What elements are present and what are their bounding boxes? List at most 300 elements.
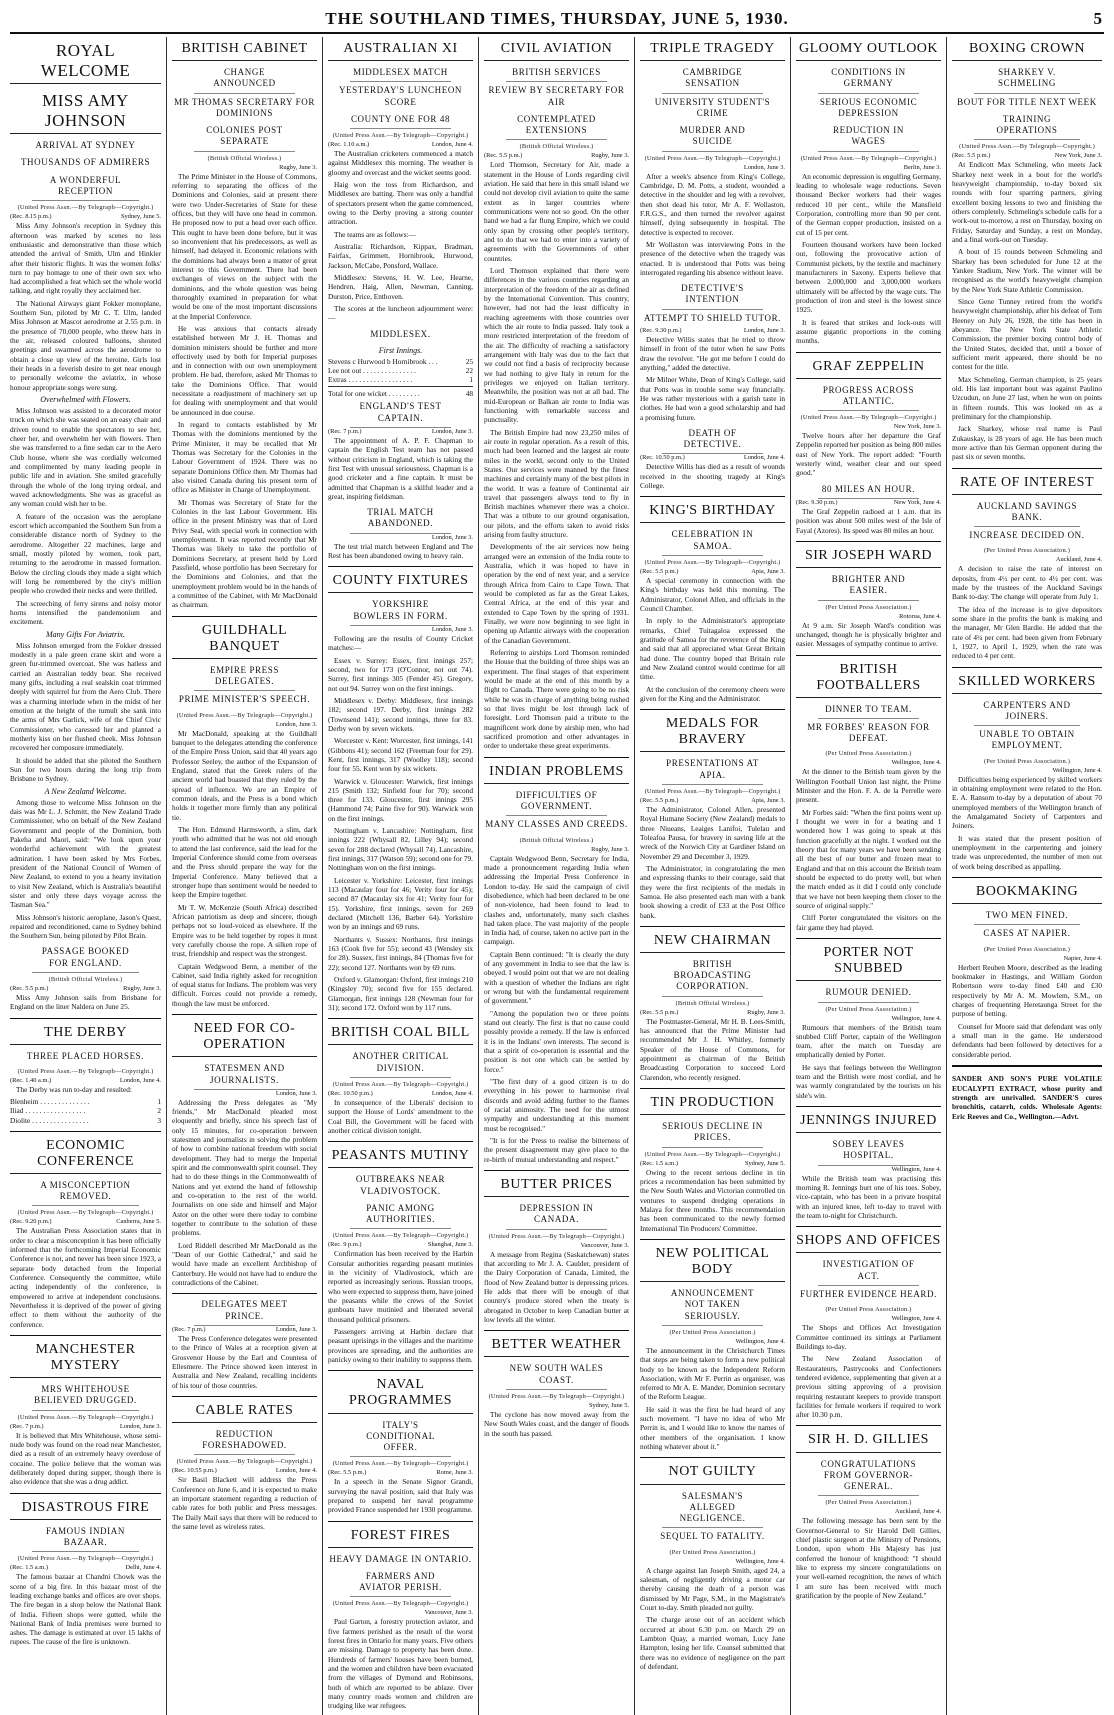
dateline-place: New York, June 3. [893, 423, 941, 431]
article-subheading: MR FORBES' REASON FOR DEFEAT. [807, 721, 930, 744]
article-subheading: INVESTIGATION OF ACT. [818, 1256, 919, 1286]
dateline-received: (Rec. 5.5 p.m.) [952, 152, 991, 160]
article-separator [10, 1335, 161, 1336]
article-separator [640, 1088, 785, 1089]
dateline-place: Wellington, June 4. [891, 1315, 941, 1323]
dateline-received: (Rec. 9.30 p.m.) [640, 326, 682, 334]
wire-credit: (United Press Assn.—By Telegraph—Copyright.) [17, 1209, 154, 1217]
article-separator [172, 616, 317, 617]
article-subheading: FURTHER EVIDENCE HEARD. [799, 1288, 937, 1299]
article-subheading: REVIEW BY SECRETARY FOR AIR [488, 85, 625, 107]
body-paragraph: Captain Benn continued: "It is clearly the duty of any government in India to see that the law is obeyed. I would point out that we are not dealing with a question of whether the Indians are right or wrong but with the fundamental requirement of government." [484, 949, 629, 1006]
dateline [484, 1402, 629, 1409]
article-subheading: NEW SOUTH WALES COAST. [506, 1360, 607, 1390]
article-headline: GUILDHALL BANQUET [172, 619, 317, 659]
article-separator [952, 1065, 1102, 1067]
body-paragraph: The Australian cricketers commenced a match against Middlesex this morning. The weather is gloomy and overcast and the wicket seems good. [328, 149, 473, 177]
body-paragraph: Rumours that members of the British team snubbed Cliff Porter, captain of the Wellington team, after the match on Tuesday are emphatically denied by Porter. [796, 1022, 941, 1060]
dateline [172, 164, 317, 171]
wire-credit: (United Press Assn.—By Telegraph—Copyright.) [644, 1150, 781, 1158]
wire-credit: (Per United Press Association.) [825, 1499, 912, 1507]
body-paragraph: The Administrator, Colonel Allen, presented Royal Humane Society (New Zealand) medals to three Niueans, Leaiges Lanifoi, Tulelau and Toleafoa Pausa, for bravery in saving life at the wreck of the Norwich City at Gardiner Island on November 29 and December 3, 1929. [640, 804, 785, 861]
article-subheading: REDUCTION IN WAGES [818, 122, 919, 152]
article-subheading: CAMBRIDGE SENSATION [662, 64, 763, 94]
article-subheading: OUTBREAKS NEAR VLADIVOSTOCK. [355, 1174, 446, 1196]
article-subheading: UNIVERSITY STUDENT'S CRIME [654, 96, 771, 118]
page-number: 5 [1093, 9, 1102, 28]
dateline-received: (Rec. 10.55 p.m.) [172, 1467, 217, 1475]
article-subheading: SERIOUS DECLINE IN PRICES. [662, 1118, 763, 1148]
dateline-place: Shanghai, June 3. [427, 1241, 473, 1249]
body-paragraph: The Derby was run to-day and resulted: [16, 1084, 132, 1094]
section-subhead: Overwhelmed with Flowers. [40, 395, 131, 405]
article-subheading: MR THOMAS SECRETARY FOR DOMINIONS [174, 96, 315, 118]
article-headline: JENNINGS INJURED [796, 1109, 941, 1133]
body-paragraph: The Prime Minister in the House of Commons, referring to separating the offices of the Dominions and Colonies, said at present there were two Under-Secretaries of State for these offices, but they will have one head in common. He proposed now to put a head over each office. This ought to have been done before, but it was so inconvenient that his predecessors, as well as himself, had delayed it. Economic relations with the dominions had always been a matter of great interest to this Government. There had been exchanges of views on the subject with the dominions, and the whole question was being thoroughly examined in preparation for what would be one of the most important discussions at the Imperial Conference. [172, 171, 317, 321]
dateline-received: (Rec. 7 p.m.) [172, 1325, 206, 1333]
dateline [640, 1558, 785, 1565]
article-separator [640, 926, 785, 927]
article-subheading: CONGRATULATIONS FROM GOVERNOR-GENERAL. [818, 1456, 919, 1497]
dateline [328, 1609, 473, 1616]
body-paragraph: The Administrator, in congratulating the men and expressing thanks to their courage, said that they were the first recipients of the medals in Samoa. He also presented each man with a bank book showing a credit of £33 at the Post Office bank. [640, 863, 785, 920]
article-subheading: BOUT FOR TITLE NEXT WEEK [957, 96, 1097, 107]
dateline-place: Apia, June 3. [751, 796, 785, 804]
dateline [640, 164, 785, 171]
article-headline: COUNTY FIXTURES [328, 569, 473, 593]
article-subheading: CASES AT NAPIER. [983, 928, 1071, 939]
body-paragraph: Miss Johnson emerged from the Fokker dressed modestly in a pale green crane skirt and wore a green fur-trimmed overcoat. She was hatless and carried an Australian teddy bear. She received many gifts, including a real sealskin coat trimmed deeply with squirrel fur from the Aero Club. There was a charming interlude when in the midst of her emotion at the height of the tumult she sank into the arms of Mrs Garlick, wife of the Chief Civic Commissioner, who caressed her and planted a motherly kiss on her flushed cheek. Miss Johnson recovered her composure immediately. [10, 640, 161, 753]
dateline-received: (Rec. 5.5 p.m.) [640, 567, 679, 575]
masthead-title: THE SOUTHLAND TIMES, THURSDAY, JUNE 5, 1930. [325, 9, 789, 28]
body-paragraph: Nottingham v. Lancashire: Nottingham, first innings 222 (Whysall 82, Lilley 94); second seven for 288 declared (Whysall 74). Lancashire, first innings, 317 (Watson 59); second one for 79. Nottingham won on the first innings. [328, 826, 473, 873]
dateline [796, 613, 941, 620]
article-subheading: BRITISH BROADCASTING CORPORATION. [662, 956, 763, 997]
article-subheading: DELEGATES MEET PRINCE. [194, 1296, 295, 1326]
article-separator [640, 496, 785, 497]
dateline [10, 1564, 161, 1571]
body-paragraph: Jack Sharkey, whose real name is Paul Zukauskay, is 28 years of age. He has been much more active than his German opponent during the past six or seven months. [952, 424, 1102, 462]
article-subheading: A MISCONCEPTION REMOVED. [32, 1177, 139, 1207]
dateline [328, 141, 473, 148]
body-paragraph: At Endicott Max Schmeling, who meets Jack Sharkey next week in a bout for the world's heavyweight championship, to-day boxed six rounds with four sparring partners, giving excellent boxing lessons to two and finishing the others completely. Schmeling's schedule calls for a work-out to-morrow, a rest on Thursday, boxing on Friday, Saturday and Sunday, a rest on Monday, and a final work-out on Tuesday. [952, 160, 1102, 244]
body-paragraph: "The first duty of a good citizen is to do everything in his power to harmonise rival discords and avoid adding further to the flames of racial animosity. The need for the utmost sympathy and understanding at this moment must be recognised." [484, 1077, 629, 1133]
body-paragraph: "It is for the Press to realise the bitterness of the present disagreement may give place to the re-birth of mutual understanding and respect." [484, 1136, 629, 1164]
article-headline: BRITISH COAL BILL [328, 1021, 473, 1045]
article-subheading: DEPRESSION IN CANADA. [506, 1200, 607, 1230]
article-headline: PORTER NOT SNUBBED [796, 941, 941, 981]
article-subheading: REDUCTION FORESHADOWED. [194, 1426, 295, 1456]
article-headline: DISASTROUS FIRE [10, 1496, 161, 1520]
body-paragraph: In a speech in the Senate Signor Grandi, surveying the naval position, said that Italy was prepared to suspend her naval programme provided France suspended her 1930 programme. [328, 1477, 473, 1515]
article-subheading: RUMOUR DENIED. [818, 984, 919, 1002]
dateline-place: New York, June 3. [1054, 152, 1102, 160]
score-label: Blenheim . . . . . . . . . . . . . . [10, 1097, 90, 1107]
body-paragraph: The scores at the luncheon adjournment were:— [328, 304, 473, 323]
body-paragraph: Middlesex v. Derby: Middlesex, first innings 182; second 197. Derby, first innings 282 (Townsend 141); second innings, three for 83. Derby won by seven wickets. [328, 695, 473, 733]
wire-credit: (Per United Press Association.) [983, 547, 1071, 555]
body-paragraph: Herbert Reuben Moore, described as the leading bookmaker in Hastings, and William Gordon Robertson were to-day fined £40 and £30 respectively by Mr A. M. Mowlem, S.M., on charges of frequenting Heretaunga Street for the purpose of betting. [952, 962, 1102, 1019]
wire-credit: (United Press Assn.—By Telegraph—Copyright.) [17, 1067, 154, 1075]
body-paragraph: Among those to welcome Miss Johnson on the dais was Mr L. J. Schmitt, the New Zealand Trade Commissioner, who on behalf of the New Zealand Government and people of the Dominion, both Pakeha and Maori, said: "We look upon your wonderful achievement with the greatest admiration. I have been asked by Mrs Forbes, president of the National Council of Women of New Zealand, to extend to you a hearty invitation to visit New Zealand, which is Australia's beautiful sister and only three days voyage across the Tasman Sea." [10, 797, 161, 910]
score-line [10, 1106, 161, 1115]
dateline [952, 152, 1102, 159]
body-paragraph: Leicester v. Yorkshire: Leicester, first innings 113 (Macaulay four for 46; Verity four for 45); second 87 (Macaulay six for 41; Verity four for 15). Yorkshire, first innings, seven for 269 declared (Mitchell 136, Barber 64). Yorkshire won by an innings and 69 runs. [328, 875, 473, 932]
article-subheading: FAMOUS INDIAN BAZAAR. [32, 1523, 139, 1553]
dateline [952, 767, 1102, 774]
masthead [10, 6, 1104, 34]
article-headline: TRIPLE TRAGEDY [640, 37, 785, 61]
dateline [640, 797, 785, 804]
body-paragraph: The Press Conference delegates were presented to the Prince of Wales at a reception given at Grosvenor House by the Earl and Countess of Ellesmere. The Prince showed keen interest in Australia and New Zealand, recalling incidents of his tour of those countries. [172, 1333, 317, 1390]
article-headline: INDIAN PROBLEMS [484, 760, 629, 784]
body-paragraph: Miss Amy Johnson sails from Brisbane for England on the liner Naldera on June 25. [10, 992, 161, 1012]
article-subheading: BRIGHTER AND EASIER. [818, 571, 919, 601]
body-paragraph: The Shops and Offices Act Investigation Committee continued its sittings at Parliament Buildings to-day. [796, 1323, 941, 1351]
body-paragraph: Since Gene Tunney retired from the world's heavyweight championship, after his defeat of Tom Heeney on July 26, 1928, the title has been in abeyance. The New York State Athletic Commission, the premier boxing control body of the United States, decided that, until a boxer of sufficient merit appeared, there should be no contest for the title. [952, 296, 1102, 372]
article-subheading: EMPIRE PRESS DELEGATES. [194, 662, 295, 692]
article-separator [484, 1330, 629, 1331]
article-separator [10, 1131, 161, 1132]
body-paragraph: Referring to airships Lord Thomson reminded the House that the building of three ships was an experiment. The final stages of that experiment would be made at the end of this month by a flight to Canada. There were going to be no risk while he was in charge of anything being rushed so that lives might be lost through lack of foresight. Lord Thomson paid a tribute to the magnificent work done by airship men, who had sacrificed promotion and other advantages in order to undertake these great experiments. [484, 648, 629, 751]
article-separator [328, 566, 473, 567]
score-label: Lee not out . . . . . . . . . . . . . . . [328, 366, 416, 376]
dateline-place: London, June 3. [431, 533, 473, 541]
score-line [10, 1097, 161, 1106]
body-paragraph: At the dinner to the British team given by the Wellington Football Union last night, the Prime Minister and the Hon. F. A. de la Perrelle were present. [796, 767, 941, 805]
article-headline: PEASANTS MUTINY [328, 1144, 473, 1168]
body-paragraph: The British Empire had now 23,250 miles of air route in regular operation. As a result of this, much had been learned and the largest air route miles in the world, second only to the United States. Our services were manned by the finest machines and certainly many of the best pilots in the world. It was a feature of Continental air travel that passengers always tend to fly in British machines whenever there was a choice. That was a tribute to our ground organisation, our pilots, and the efforts taken to avoid risks arising from faulty structure. [484, 427, 629, 540]
body-paragraph: The famous bazaar at Chandni Chowk was the scene of a big fire. In this bazaar most of the leading exchange banks and offices are over shops. The fire began in a shop below the National Bank of India. Fifteen shops were gutted, while the National Bank of India premises were burned to ashes. The damage is estimated at over 15 lakhs of rupees. The cause of the fire is unknown. [10, 1572, 161, 1647]
body-paragraph: Max Schmeling, German champion, is 25 years old. His last important bout was against Paulino Uzcudun, on June 27 last, when he won on points in fifteen rounds. This was looked on as a preliminary for the championship. [952, 374, 1102, 421]
dateline [796, 164, 941, 171]
body-paragraph: He was anxious that contacts already established between Mr J. H. Thomas and dominion ministers should be further and more effectively used by both for Imperial purposes and in connection with our own unemployment problem. He had, therefore, asked Mr Thomas to take the Dominions Office. That would necessitate a readjustment of machinery set up for dealing with unemployment and that would be announced in due course. [172, 323, 317, 417]
dateline-place: Rugby, June 3. [747, 1008, 785, 1016]
dateline-received: (Rec. 1.40 a.m.) [10, 1076, 52, 1084]
article-subheading: TWO MEN FINED. [974, 907, 1080, 925]
score-label: Total for one wicket . . . . . . . . . [328, 389, 420, 399]
dateline-place: Vancouver, June 3. [424, 1609, 473, 1617]
score-label: Iliad . . . . . . . . . . . . . . . . . [10, 1106, 86, 1116]
score-value: 22 [465, 366, 473, 376]
dateline-place: Wellington, June 4. [891, 759, 941, 767]
dateline-place: London, June 4. [431, 1089, 473, 1097]
dateline [10, 213, 161, 220]
article-subheading: ANNOUNCEMENT NOT TAKEN SERIOUSLY. [662, 1285, 763, 1326]
dateline [796, 1015, 941, 1022]
article-separator [328, 1141, 473, 1142]
article-subheading: SALESMAN'S ALLEGED NEGLIGENCE. [662, 1488, 763, 1529]
article-headline: RATE OF INTEREST [952, 471, 1102, 495]
article-subheading: PROGRESS ACROSS ATLANTIC. [818, 382, 919, 412]
column [790, 37, 946, 1715]
article-subheading: SEQUEL TO FATALITY. [660, 1531, 765, 1542]
score-value: 2 [157, 1106, 161, 1116]
dateline-received: (Rec. 5.5 p.m.) [484, 152, 523, 160]
body-paragraph: A decision to raise the rate of interest on deposits, from 4½ per cent. to 4½ per cent. was made by the trustees of the Auckland Savings Bank to-day. The change will operate from July 1. [952, 564, 1102, 602]
dateline-place: Wellington, June 4. [891, 1014, 941, 1022]
article-subheading: MRS WHITEHOUSE BELIEVED DRUGGED. [32, 1381, 139, 1411]
article-separator [796, 1106, 941, 1107]
body-paragraph: The New Zealand Association of Restaurateurs, Pastrycooks and Confectioners tendered evidence, supplementing that given at a previous sitting approving of a provision requiring restaurant keepers to provide transport facilities for female workers if required to work after 10.30 p.m. [796, 1354, 941, 1420]
body-paragraph: It is believed that Mrs Whitehouse, whose semi-nude body was found on the road near Manchester, died as a result of an extremely heavy overdose of cocaine. The police believe that the woman was deliberately doped during supper, though there is also evidence that she was a drug addict. [10, 1430, 161, 1487]
column [634, 37, 790, 1715]
body-paragraph: The cyclone has now moved away from the New South Wales coast, and the danger of floods in the south has passed. [484, 1409, 629, 1438]
wire-credit: (United Press Assn.—By Telegraph—Copyright.) [800, 154, 937, 162]
wire-credit: (British Official Wireless.) [519, 143, 594, 151]
dateline-received: (Rec. 5.5 p.m.) [640, 1008, 679, 1016]
article-headline: NOT GUILTY [640, 1460, 785, 1484]
article-separator [952, 667, 1102, 668]
article-headline: SKILLED WORKERS [952, 670, 1102, 694]
article-subheading: PANIC AMONG AUTHORITIES. [350, 1200, 451, 1230]
article-headline: MANCHESTER MYSTERY [10, 1338, 161, 1378]
body-paragraph: The Hon. Edmund Harmsworth, a slim, dark youth who admitted that he was not old enough to attend the last conference, said the lead for the Imperial Conference should come from overseas and the Press should prepare the way for the Imperial Conference. Many believed that a stronger hope than sentiment would be needed to keep the Empire together. [172, 824, 317, 900]
dateline-place: Apia, June 3. [751, 567, 785, 575]
body-paragraph: The teams are as follows:— [334, 229, 416, 239]
dateline [10, 985, 161, 992]
dateline [172, 1467, 317, 1474]
body-paragraph: The Graf Zeppelin radioed at 1 a.m. that its position was about 500 miles west of the Isle of Fayal (Azores). Its speed was 80 miles an hour. [796, 506, 941, 535]
dateline-place: Rugby, June 3. [591, 845, 629, 853]
score-value: 1 [157, 1097, 161, 1107]
article-separator [484, 757, 629, 758]
dateline-received: (Rec. 10.50 p.m.) [640, 454, 685, 462]
dateline [640, 454, 785, 461]
dateline-place: Rugby, June 3. [591, 152, 629, 160]
article-headline: SIR JOSEPH WARD [796, 544, 941, 568]
article-subheading: ITALY'S CONDITIONAL OFFER. [350, 1417, 451, 1458]
body-paragraph: The appointment of A. P. F. Chapman to captain the English Test team has not passed without criticism in England, which is taking the first Test with unusual seriousness. Chapman is a good cricketer and a fine captain. It must be admitted that Chapman is a skilful leader and a great, inspiring fieldsman. [328, 435, 473, 501]
body-paragraph: Middlesex: Stevens, H. W. Lee, Hearne, Hendren, Haig, Allen, Newman, Canning, Durston, Price, Enthoven. [328, 273, 473, 301]
wire-credit: (United Press Assn.—By Telegraph—Copyright.) [176, 1458, 313, 1466]
wire-credit: (United Press Assn.—By Telegraph—Copyright.) [800, 414, 937, 422]
body-paragraph: A feature of the occasion was the aeroplane escort which accompanied the Southern Sun from a considerable distance north of Sydney to the aerodrome. Altogether 22 machines, large and small, mostly piloted by women, took part, returning to the aerodrome in massed formation. Below the circling clouds they made a sight which will long be remembered by the city's million people who crowded their necks and were thrilled. [10, 511, 161, 596]
wire-credit: (United Press Assn.—By Telegraph—Copyright.) [332, 1460, 469, 1468]
article-subheading: AUCKLAND SAVINGS BANK. [974, 498, 1080, 528]
wire-credit: (Per United Press Association.) [983, 757, 1071, 765]
body-paragraph: The National Airways giant Fokker monoplane, Southern Sun, piloted by Mr C. T. Ulm, landed Miss Johnson at Mascot aerodrome at 2.55 p.m. in the presence of 70,000 people, who threw hats in the air, released coloured balloons, shouted greetings and swarmed across the aerodrome to obtain a close up view of the heroine. Girls lost their heads in a feverish desire to get near enough to personally welcome the aviatrix, in whose honour appropriate songs were sung. [10, 298, 161, 392]
article-separator [952, 877, 1102, 878]
wire-credit: (Per United Press Association.) [825, 603, 912, 611]
article-subheading: MIDDLESEX. [370, 328, 431, 339]
body-paragraph: Australia: Richardson, Kippax, Bradman, Fairfax, Grimmett, Hornibrook, Hurwood, Jackson, McCabe, Ponsford, Wallace. [328, 242, 473, 270]
body-paragraph: Worcester v. Kent: Worcester, first innings, 141 (Gibbons 41); second 162 (Freeman four for 29). Kent, first innings, 317 (Woolley 118); second four for 55. Kent won by six wickets. [328, 736, 473, 774]
article-headline: TIN PRODUCTION [640, 1091, 785, 1115]
dateline-place: Vancouver, June 3. [580, 1241, 629, 1249]
article-headline: MEDALS FOR BRAVERY [640, 712, 785, 752]
column [322, 37, 478, 1715]
dateline [328, 428, 473, 435]
body-paragraph: In reply to the Administrator's appropriate remarks, Chief Tuitagaloa expressed the gratitude of Samoa for the reverence of the King and said that all appreciated what Great Britain had done. The country hoped that Britain rule and New Zealand control would continue for all time. [640, 616, 785, 682]
wire-credit: (United Press Assn.—By Telegraph—Copyright.) [644, 154, 781, 162]
body-paragraph: Lord Riddell described Mr MacDonald as the "Dean of our Gothic Cathedral," and said he would have made an excellent Archbishop of Canterbury. He would not have had to endure the contradictions of the Cabinet. [172, 1240, 317, 1288]
article-subheading: ENGLAND'S TEST CAPTAIN. [350, 398, 451, 428]
wire-credit: (United Press Assn.—By Telegraph—Copyright.) [176, 711, 313, 719]
article-separator [640, 1239, 785, 1240]
dateline-place: London, June 3. [743, 326, 785, 334]
article-subheading: TRIAL MATCH ABANDONED. [350, 504, 451, 534]
score-label: Stevens c Hurwood b Hornibrook . . . [328, 356, 438, 366]
body-paragraph: "Among the population two or three points stand out clearly. The first is that no cause could possibly provide a remedy. If the law is enforced it is in the Indians' own interests. The second is that a spirit of co-operation is essential and the position is not one which can be settled by force." [484, 1008, 629, 1074]
article-subheading: HEAVY DAMAGE IN ONTARIO. [329, 1553, 472, 1564]
section-subhead: First Innings. [378, 345, 423, 355]
body-paragraph: Lord Thomson, Secretary for Air, made a statement in the House of Lords regarding civil aviation. He said that here in this small island we could not develop civil aviation to quite the same extent as in larger countries where communications were not so good. On the other hand we had a far flung Empire, which we could only span by crossing other people's territory, and to do that we had to enter into a variety of agreements with the Governments of other countries. [484, 160, 629, 263]
article-headline: ECONOMIC CONFERENCE [10, 1134, 161, 1174]
wire-credit: (United Press Assn.—By Telegraph—Copyright.) [488, 1232, 625, 1240]
score-line [10, 1116, 161, 1125]
article-subheading: MURDER AND SUICIDE [662, 122, 763, 152]
dateline-received: (Rec. 8.15 p.m.) [10, 213, 52, 221]
wire-credit: (United Press Assn.—By Telegraph—Copyright.) [488, 1392, 625, 1400]
dateline-place: London, June 4. [743, 454, 785, 462]
article-separator [952, 468, 1102, 469]
article-headline: KING'S BIRTHDAY [640, 499, 785, 523]
dateline-place: Rugby, June 3. [279, 163, 317, 171]
dateline-received: (Rec. 5.5 p.m.) [640, 796, 679, 804]
article-separator [328, 1018, 473, 1019]
article-subheading: BRITISH SERVICES [506, 64, 607, 82]
body-paragraph: At the conclusion of the ceremony cheers were given for the King and the Administrator. [640, 684, 785, 703]
body-paragraph: The idea of the increase is to give depositors some share in the profits the bank is making and the manager, Mr Glen Bardie. He added that the rate of 4¼ per cent. had been given from February 1, 1927, to April 1, 1929, when the rate was reduced to 4 per cent. [952, 604, 1102, 661]
article-separator [796, 1425, 941, 1426]
body-paragraph: In regard to contacts established by Mr Thomas with the dominions mentioned by the Prime Minister, it may be recalled that Mr Thomas was Secretary for the Colonies in the Labour Government of 1924. There was no separate Dominions Office then. Mr Thomas had also visited Canada during his present term of office as Minister in Charge of Unemployment. [172, 420, 317, 495]
wire-credit: (United Press Assn.—By Telegraph—Copyright.) [332, 1600, 469, 1608]
article-subheading: SHARKEY V. SCHMELING [974, 64, 1080, 94]
article-headline: CABLE RATES [172, 1399, 317, 1423]
article-headline: NEW CHAIRMAN [640, 929, 785, 953]
article-subheading: SOBEY LEAVES HOSPITAL. [818, 1136, 919, 1166]
body-paragraph: The screeching of ferry sirens and noisy motor horns intensified the pandemonium and excitement. [10, 598, 161, 627]
article-separator [172, 1293, 317, 1294]
body-paragraph: The Australian Press Association states that in order to clear a misconception it has been officially informed that the forthcoming Imperial Economic Conference is not, and never has been since 1923, a separate body detached from the Imperial Conference. Consequently the committee, while acting independently of the conference, is empowered to arrive at independent conclusions. Nevertheless it is deprived of the power of giving effect to them without the authority of the conference. [10, 1226, 161, 1329]
article-subheading: DETECTIVE'S INTENTION [662, 280, 763, 310]
article-subheading: PASSAGE BOOKED FOR ENGLAND. [32, 943, 139, 973]
body-paragraph: Warwick v. Gloucester: Warwick, first innings 215 (Smith 132; Sinfield four for 70); second three for 133. Gloucester, first innings 295 (Hammond 74; Paine five for 90). Warwick won on the first innings. [328, 776, 473, 823]
article-subheading: PRIME MINISTER'S SPEECH. [178, 694, 311, 705]
article-subheading: TRAINING OPERATIONS [974, 111, 1080, 141]
article-subheading: SERIOUS ECONOMIC DEPRESSION [819, 96, 918, 118]
dateline-place: Napier, June 4. [1063, 954, 1102, 962]
wire-credit: (British Official Wireless.) [48, 975, 123, 983]
article-separator [796, 655, 941, 656]
body-paragraph: In consequence of the Liberals' decision to support the House of Lords' amendment to the Coal Bill, the Government will be faced with another critical division tonight. [328, 1097, 473, 1135]
article-subheading: THREE PLACED HORSES. [26, 1050, 145, 1061]
body-paragraph: After a week's absence from King's College, Cambridge, D. M. Potts, a student, wounded a detective in the shoulder and leg with a revolver, then shot dead his tutor, Mr A. F. Wollaston, F.R.G.S., and then turned the revolver against himself, dying subsequently in hospital. The detective is expected to recover. [640, 171, 785, 237]
dateline-received: (Rec. 5.5 p.m.) [328, 1469, 367, 1477]
article-separator [172, 1396, 317, 1397]
body-paragraph: Northants v. Sussex: Northants, first innings 163 (Cook five for 55); second 43 (Wensley six for 28). Sussex, first innings, 84 (Thomas five for 22); second 127. Northants won by 69 runs. [328, 934, 473, 972]
article-subheading: ATTEMPT TO SHIELD TUTOR. [643, 312, 782, 323]
dateline-place: Auckland, June 4. [894, 1508, 941, 1516]
article-subheading: INCREASE DECIDED ON. [969, 530, 1085, 541]
score-label: Diolite . . . . . . . . . . . . . . . . [10, 1115, 89, 1125]
body-paragraph: Addressing the Press delegates as "My friends," Mr MacDonald pleaded most eloquently and briefly, since his speech fast of only 15 minutes, for co-operation between statesmen and journalists in solving the problem of how to combine national freedom with social development. They had to merge the Imperial spirit and the commonwealth spirit counsel. They had to do these things in the Commonwealth of Nations and yet extend the hand of fellowship and co-operation to the rest of the world. Journalists on one side and himself and Major Astor on the other were there today to combine together to contribute to the solution of these problems. [172, 1097, 317, 1238]
dateline-place: London, June 3. [275, 1325, 317, 1333]
body-paragraph: He says that feelings between the Wellington team and the British were most cordial, and he was warmly congratulated by the tourists on his side's win. [796, 1062, 941, 1100]
wire-credit: (British Official Wireless.) [207, 154, 282, 162]
article-subheading: CONDITIONS IN GERMANY [818, 64, 919, 94]
article-headline: NEED FOR CO-OPERATION [172, 1017, 317, 1057]
score-line [328, 389, 473, 398]
dateline [172, 1326, 317, 1333]
dateline [640, 1160, 785, 1167]
dateline-received: (Rec. 5.5 p.m.) [10, 984, 49, 992]
body-paragraph: It should be added that she piloted the Southern Sun for two hours during the long trip from Brisbane to Sydney. [10, 755, 161, 784]
article-separator [796, 938, 941, 939]
dateline [172, 1090, 317, 1097]
body-paragraph: Fourteen thousand workers have been locked out, following the provocative action of Communist pickets, by the textile and machinery manufacturers in Saxony. Experts believe that between 2,000,000 and 3,000,000 workers ultimately will be affected by the wage cuts. The production of iron and steel is the lowest since 1925. [796, 239, 941, 315]
body-paragraph: A charge against Ian Joseph Smith, aged 24, a salesman, of negligently driving a motor car thereby causing the death of a person was dismissed by Mr Page, S.M., in the Magistrate's Court to-day. Smith pleaded not guilty. [640, 1565, 785, 1612]
score-line [328, 375, 473, 384]
body-paragraph: Miss Johnson was assisted to a decorated motor truck on which she was seated on an easy chair and driven round to enable the spectators to see her, cheer her, and overwhelm her with flowers. Then she was transferred to a fine sedan car to the Aero Club house, where she was cordially welcomed and complimented by many leading people in public life and in aviation. She smiled gracefully through the whole of the long trying ordeal, and waved acknowledgments. She was as graceful as any woman could wish her to be. [10, 406, 161, 509]
dateline [640, 1338, 785, 1345]
dateline [796, 759, 941, 766]
dateline-place: London, June 4. [431, 141, 473, 149]
dateline [952, 955, 1102, 962]
body-paragraph: At 9 a.m. Sir Joseph Ward's condition was unchanged, though he is physically brighter and easier. Messages of sympathy continue to arrive. [796, 620, 941, 649]
wire-credit: (United Press Assn.—By Telegraph—Copyright.) [332, 1232, 469, 1240]
score-line [328, 366, 473, 375]
body-paragraph: Captain Wedgwood Benn, Secretary for India, made a pronouncement regarding India when addressing the Imperial Press Conference in London to-day. He said the campaign of civil disobedience, which had been declared to be one of non-violence, had been found to lead to clashes and, unfortunately, many such clashes had taken place. The vast majority of the people in India had, of course, taken no active part in the campaign. [484, 853, 629, 947]
body-paragraph: Difficulties being experienced by skilled workers in obtaining employment were related to the Hon. E. A. Ransom to-day by a deputation of about 70 unemployed members of the Wellington branch of the Amalgamated Society of Carpenters and Joiners. [952, 774, 1102, 831]
dateline-place: New York, June 4. [893, 498, 941, 506]
wire-credit: (Per United Press Association.) [825, 1306, 912, 1314]
article-subheading: MANY CLASSES AND CREEDS. [485, 819, 628, 830]
dateline [952, 556, 1102, 563]
article-separator [484, 1170, 629, 1171]
dateline-place: Rotorua, June 4. [899, 612, 941, 620]
body-paragraph: Mr Wollaston was interviewing Potts in the presence of the detective when the tragedy was enacted. It is understood that Potts was being interrogated regarding his absence without leave. [640, 239, 785, 277]
body-paragraph: The Postmaster-General, Mr H. B. Lees-Smith, has announced that the Prime Minister had recommended Mr J. H. Whitley, formerly Speaker of the House of Commons, for appointment as chairman of the British Broadcasting Corporation to succeed Lord Clarendon, who recently resigned. [640, 1016, 785, 1082]
wire-credit: (United Press Assn.—By Telegraph—Copyright.) [17, 1413, 154, 1421]
article-headline: CIVIL AVIATION [484, 37, 629, 61]
column [946, 37, 1102, 1715]
body-paragraph: A bout of 15 rounds between Schmeling and Sharkey has been scheduled for June 12 at the Yankee Stadium, New York. The winner will be recognised as the world's heavyweight champion by the New York State Athletic Commission. [952, 247, 1102, 294]
dateline [328, 1241, 473, 1248]
wire-credit: (Per United Press Association.) [669, 1548, 756, 1556]
dateline-received: (Rec. 1.10 a.m.) [328, 141, 370, 149]
body-paragraph: Mr Milner White, Dean of King's College, said that Potts was in trouble some way financially. He was rather mysterious with a garish taste in clothes. He had won a good scholarship and had a promising future. [640, 375, 785, 422]
dateline-place: Wellington, June 4. [735, 1557, 785, 1565]
article-separator [640, 709, 785, 710]
dateline [10, 1077, 161, 1084]
body-paragraph: Mr MacDonald, speaking at the Guildhall banquet to the delegates attending the conference of the Empire Press Union, said that 40 years ago Professor Seeley, the author of the Expansion of England, stated that the Greek rulers of the ancient world had boasted that they ruled by the spread of influence. We are an Empire of common ideals, and the Press is a bond which holds it together more firmly than any political tie. [172, 728, 317, 822]
score-value: 1 [469, 375, 473, 385]
dateline [484, 152, 629, 159]
dateline [640, 327, 785, 334]
article-subheading: DINNER TO TEAM. [818, 701, 919, 719]
article-separator [796, 352, 941, 353]
wire-credit: (British Official Wireless.) [519, 836, 594, 844]
wire-credit: (United Press Assn.—By Telegraph—Copyright.) [332, 132, 469, 140]
body-paragraph: Cliff Porter congratulated the visitors on the fair game they had played. [796, 913, 941, 932]
dateline [328, 1469, 473, 1476]
body-paragraph: The test trial match between England and The Rest has been abandoned owing to heavy rain. [328, 541, 473, 560]
body-paragraph: Detective Willis states that he tried to throw himself in front of the tutor when he saw Potts draw the revolver. "He got me before I could do anything," added the detective. [640, 334, 785, 372]
dateline-place: Delhi, June 4. [125, 1564, 161, 1572]
article-subheading: YESTERDAY'S LUNCHEON SCORE [338, 85, 463, 107]
dateline-place: Rugby, June 3. [123, 984, 161, 992]
body-paragraph: While the British team was practising this morning R. Jennings hurt one of his toes. Sobey, vice-captain, who has been in a private hospital with an injured knee, left to-day to travel with the team to-night for Christchurch. [796, 1173, 941, 1221]
dateline [484, 1242, 629, 1249]
article-headline: MISS AMY JOHNSON [10, 87, 161, 134]
article-headline: BRITISH FOOTBALLERS [796, 658, 941, 698]
score-value: 48 [465, 389, 473, 399]
dateline-place: London, June 3. [275, 720, 317, 728]
dateline-received: (Rec. 7 p.m.) [10, 1422, 44, 1430]
body-paragraph: He said it was the first he had heard of any such movement. "I have no idea of who Mr Perrin is, and I would like to know the names of other members of the organisation. I know nothing whatever about it." [640, 1404, 785, 1452]
